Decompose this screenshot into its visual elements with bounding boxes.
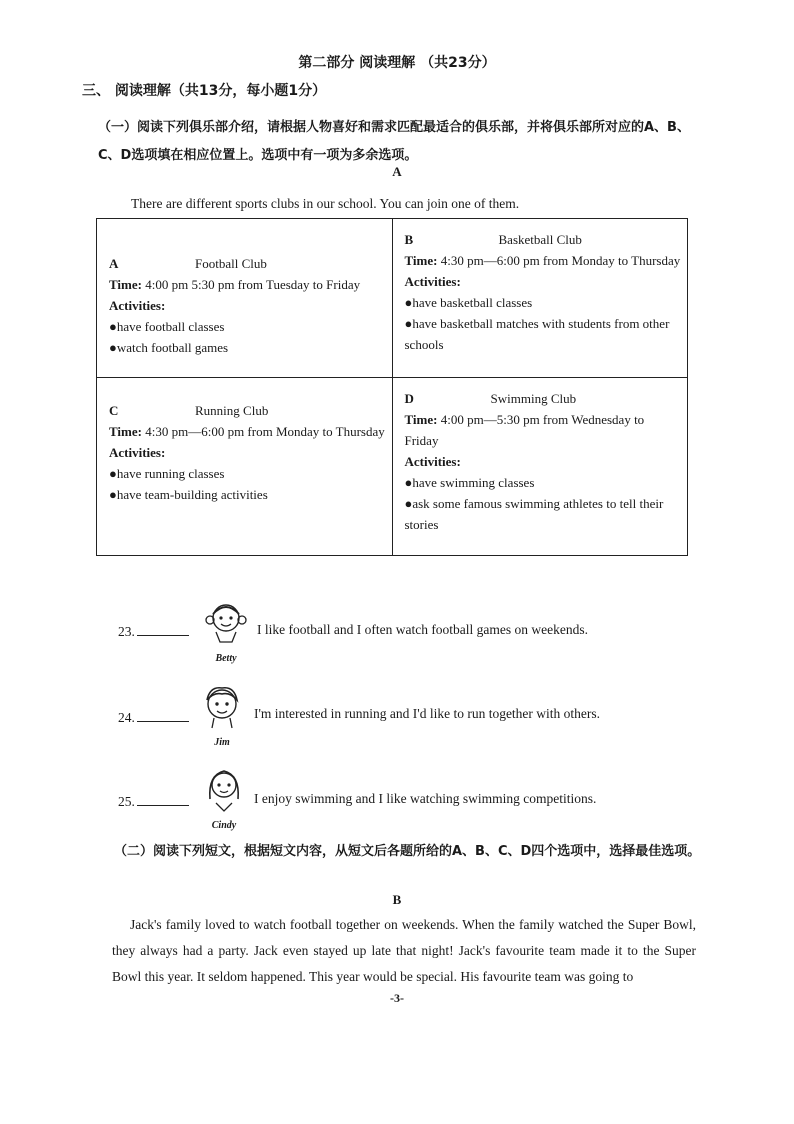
- answer-blank[interactable]: [137, 623, 189, 636]
- activity-item: ●ask some famous swimming athletes to tell their stories: [404, 495, 664, 532]
- club-card-basketball: [392, 219, 688, 378]
- club-name: Basketball Club: [498, 232, 582, 247]
- avatar-betty: [196, 598, 256, 664]
- question-number: 24.: [118, 710, 135, 725]
- girl-long-hair-icon: [194, 765, 254, 815]
- activity-item: ●have swimming classes: [404, 474, 535, 490]
- club-time: 4:00 pm 5:30 pm from Tuesday to Friday: [145, 277, 361, 292]
- question-24: [118, 709, 189, 726]
- activity-item: ●have football classes: [109, 319, 225, 334]
- avatar-jim: [192, 682, 252, 748]
- activities-label: Activities:: [404, 453, 461, 469]
- activities-label: Activities:: [404, 274, 461, 289]
- activities-label: Activities:: [109, 298, 166, 313]
- clubs-intro: There are different sports clubs in our school. You can join one of them.: [131, 196, 520, 211]
- time-label: Time:: [404, 411, 438, 427]
- section-title: 三、 阅读理解（共13分，每小题1分）: [82, 83, 327, 99]
- girl-braids-icon: [196, 598, 256, 648]
- answer-blank[interactable]: [137, 709, 189, 722]
- club-letter: A: [109, 256, 119, 271]
- activity-item: ●have basketball matches with students from other schools: [404, 316, 670, 352]
- club-time: 4:30 pm—6:00 pm from Monday to Thursday: [145, 423, 385, 439]
- passage-letter-a: A: [392, 164, 402, 179]
- boy-face-icon: [192, 682, 252, 732]
- question-number: 23.: [118, 624, 135, 639]
- question-text: I like football and I often watch football games on weekends.: [257, 622, 589, 637]
- question-text: I enjoy swimming and I like watching swimming competitions.: [254, 791, 597, 806]
- time-label: Time:: [404, 253, 438, 268]
- question-23: [118, 623, 189, 640]
- section-two-instruction: （二）阅读下列短文，根据短文内容，从短文后各题所给的A、B、C、D四个选项中，选择最佳选项。: [114, 844, 701, 859]
- question-25: [118, 793, 189, 810]
- club-letter: C: [109, 402, 119, 418]
- passage-letter-b: B: [392, 892, 402, 907]
- club-card-swimming: [392, 377, 688, 555]
- person-name: Jim: [214, 737, 230, 748]
- section-instruction: （一）阅读下列俱乐部介绍，请根据人物喜好和需求匹配最适合的俱乐部，并将俱乐部所对应的A、B、C、D选项填在相应位置上。选项中有一项为多余选项。: [98, 120, 690, 163]
- club-time: 4:30 pm—6:00 pm from Monday to Thursday: [440, 253, 681, 268]
- club-card-football: [97, 219, 393, 378]
- activity-item: ●watch football games: [109, 340, 229, 355]
- club-letter: D: [404, 390, 414, 406]
- club-time: 4:00 pm—5:30 pm from Wednesday to Friday: [404, 411, 645, 448]
- question-text: I'm interested in running and I'd like to run together with others.: [254, 706, 601, 721]
- activities-label: Activities:: [109, 444, 166, 460]
- club-name: Swimming Club: [490, 390, 577, 406]
- page-number: -3-: [390, 991, 404, 1005]
- reading-passage: [112, 912, 696, 990]
- time-label: Time:: [109, 277, 142, 292]
- part-title: 第二部分 阅读理解 （共23分）: [298, 55, 496, 71]
- passage-paragraph: Jack's family loved to watch football together on weekends. When the family watched the Super Bowl, they always had a party. Jack even stayed up late that night! Jack's favourite team made it to the Super Bowl this year. It seldom happened. This year would be special. His favourite team was going to: [112, 917, 696, 984]
- answer-blank[interactable]: [137, 793, 189, 806]
- time-label: Time:: [109, 423, 142, 439]
- club-name: Football Club: [195, 256, 267, 271]
- club-card-running: [97, 377, 393, 555]
- activity-item: ●have basketball classes: [404, 295, 533, 310]
- club-name: Running Club: [195, 402, 269, 418]
- club-letter: B: [404, 232, 414, 247]
- question-number: 25.: [118, 794, 135, 809]
- clubs-table: [96, 218, 688, 556]
- activity-item: ●have running classes: [109, 465, 225, 481]
- avatar-cindy: [194, 765, 254, 831]
- person-name: Cindy: [211, 820, 237, 831]
- activity-item: ●have team-building activities: [109, 486, 268, 502]
- person-name: Betty: [215, 653, 237, 664]
